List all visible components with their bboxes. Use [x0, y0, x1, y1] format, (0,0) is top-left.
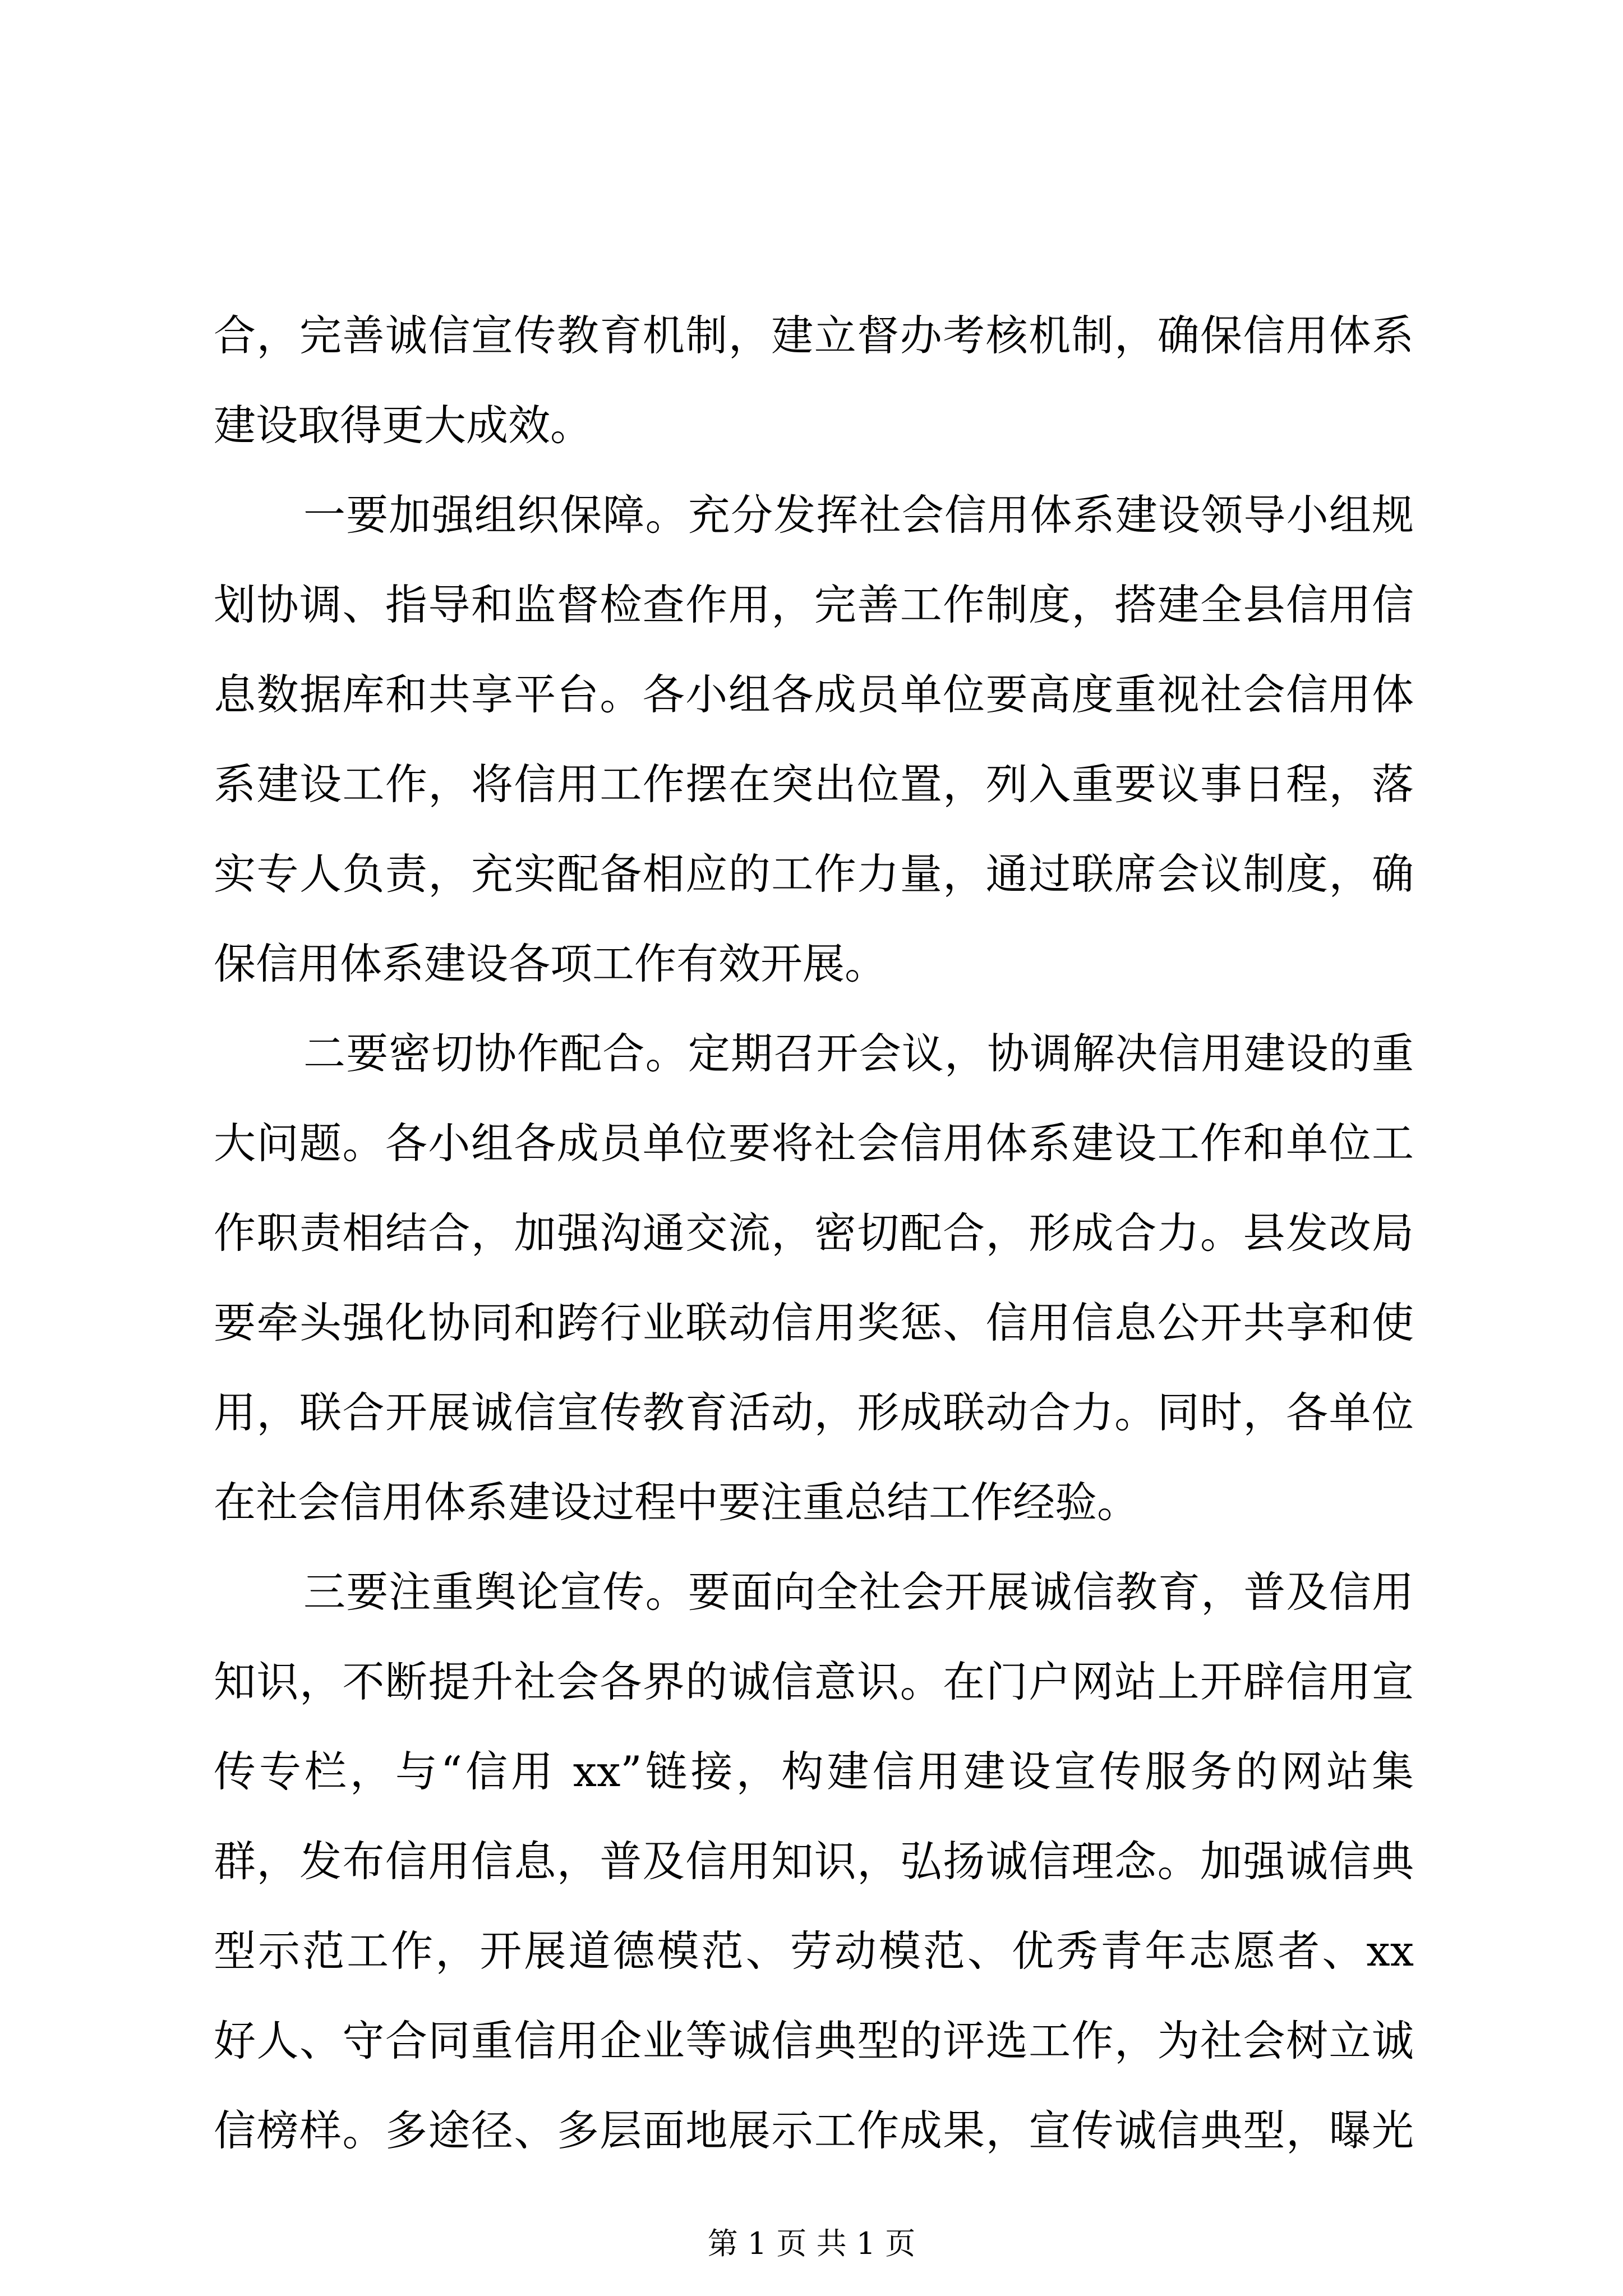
text-line: 知识，不断提升社会各界的诚信意识。在门户网站上开辟信用宣 [214, 1657, 1414, 1706]
text-line: 在社会信用体系建设过程中要注重总结工作经验。 [214, 1478, 1140, 1527]
text-line: 作职责相结合，加强沟通交流，密切配合，形成合力。县发改局 [214, 1208, 1414, 1258]
paragraph-start-line: 二要密切协作配合。定期召开会议，协调解决信用建设的重 [303, 1029, 1414, 1078]
page-footer: 第 1 页 共 1 页 [707, 2226, 916, 2261]
text-line: 实专人负责，充实配备相应的工作力量，通过联席会议制度，确 [214, 849, 1414, 899]
text-line: 大问题。各小组各成员单位要将社会信用体系建设工作和单位工 [214, 1119, 1414, 1168]
text-line: 系建设工作，将信用工作摆在突出位置，列入重要议事日程，落 [214, 760, 1414, 809]
text-line: 用，联合开展诚信宣传教育活动，形成联动合力。同时，各单位 [214, 1388, 1414, 1437]
text-line: 合，完善诚信宣传教育机制，建立督办考核机制，确保信用体系 [214, 311, 1414, 360]
text-line: 息数据库和共享平台。各小组各成员单位要高度重视社会信用体 [214, 670, 1414, 719]
text-line: 信榜样。多途径、多层面地展示工作成果，宣传诚信典型，曝光 [214, 2106, 1414, 2155]
text-line: 传专栏，与“信用 xx”链接，构建信用建设宣传服务的网站集 [214, 1747, 1414, 1796]
text-line: 要牵头强化协同和跨行业联动信用奖惩、信用信息公开共享和使 [214, 1298, 1414, 1347]
text-line: 好人、守合同重信用企业等诚信典型的评选工作，为社会树立诚 [214, 2016, 1414, 2065]
text-line: 划协调、指导和监督检查作用，完善工作制度，搭建全县信用信 [214, 580, 1414, 629]
text-line: 建设取得更大成效。 [214, 401, 593, 450]
paragraph-start-line: 三要注重舆论宣传。要面向全社会开展诚信教育，普及信用 [303, 1567, 1414, 1617]
text-line: 型示范工作，开展道德模范、劳动模范、优秀青年志愿者、xx [214, 1926, 1414, 1976]
paragraph-start-line: 一要加强组织保障。充分发挥社会信用体系建设领导小组规 [303, 490, 1414, 540]
text-line: 保信用体系建设各项工作有效开展。 [214, 939, 887, 988]
text-line: 群，发布信用信息，普及信用知识，弘扬诚信理念。加强诚信典 [214, 1837, 1414, 1886]
